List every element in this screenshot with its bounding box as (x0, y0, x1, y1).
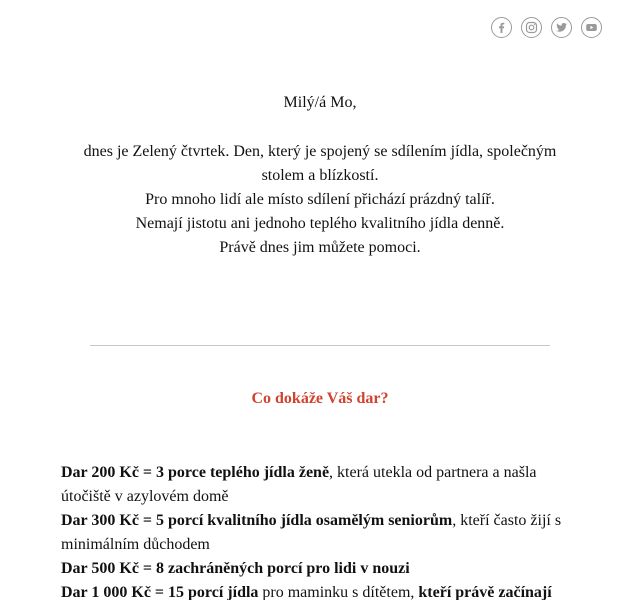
facebook-icon[interactable] (491, 17, 512, 38)
list-item (61, 581, 581, 600)
intro-line: Nemají jistotu ani jednoho teplého kvalitního jídla denně. (135, 215, 505, 232)
donation-amount: Dar 1 000 Kč = 15 porcí jídla (61, 584, 259, 600)
intro-line: Právě dnes jim můžete pomoci. (219, 239, 421, 256)
greeting: Milý/á Mo, (283, 94, 357, 111)
twitter-icon[interactable] (551, 17, 572, 38)
donation-amount: Dar 200 Kč = 3 porce teplého jídla ženě (61, 464, 330, 481)
list-item (61, 509, 581, 557)
donation-amount: Dar 500 Kč = 8 zachráněných porcí pro lidi v nouzi (61, 560, 410, 577)
donation-description-bold: kteří právě začínají (418, 584, 552, 600)
list-item (61, 461, 581, 509)
list-item (61, 557, 581, 581)
donation-list (61, 461, 581, 600)
donation-description: , která utekla od partnera a našla útočiště v azylovém domě (61, 464, 537, 505)
instagram-icon[interactable] (521, 17, 542, 38)
intro-line: dnes je Zelený čtvrtek. Den, který je spojený se sdílením jídla, společným stolem a blízkostí. (83, 143, 557, 184)
section-title: Co dokáže Váš dar? (251, 390, 389, 407)
intro-text (80, 140, 560, 260)
donation-description: , kteří často žijí s minimálním důchodem (61, 512, 562, 553)
divider (90, 345, 550, 346)
social-links (491, 17, 602, 38)
intro-line: Pro mnoho lidí ale místo sdílení přichází prázdný talíř. (145, 191, 495, 208)
donation-amount: Dar 300 Kč = 5 porcí kvalitního jídla osamělým seniorům (61, 512, 453, 529)
youtube-icon[interactable] (581, 17, 602, 38)
donation-description: pro maminku s dítětem, (258, 584, 419, 600)
